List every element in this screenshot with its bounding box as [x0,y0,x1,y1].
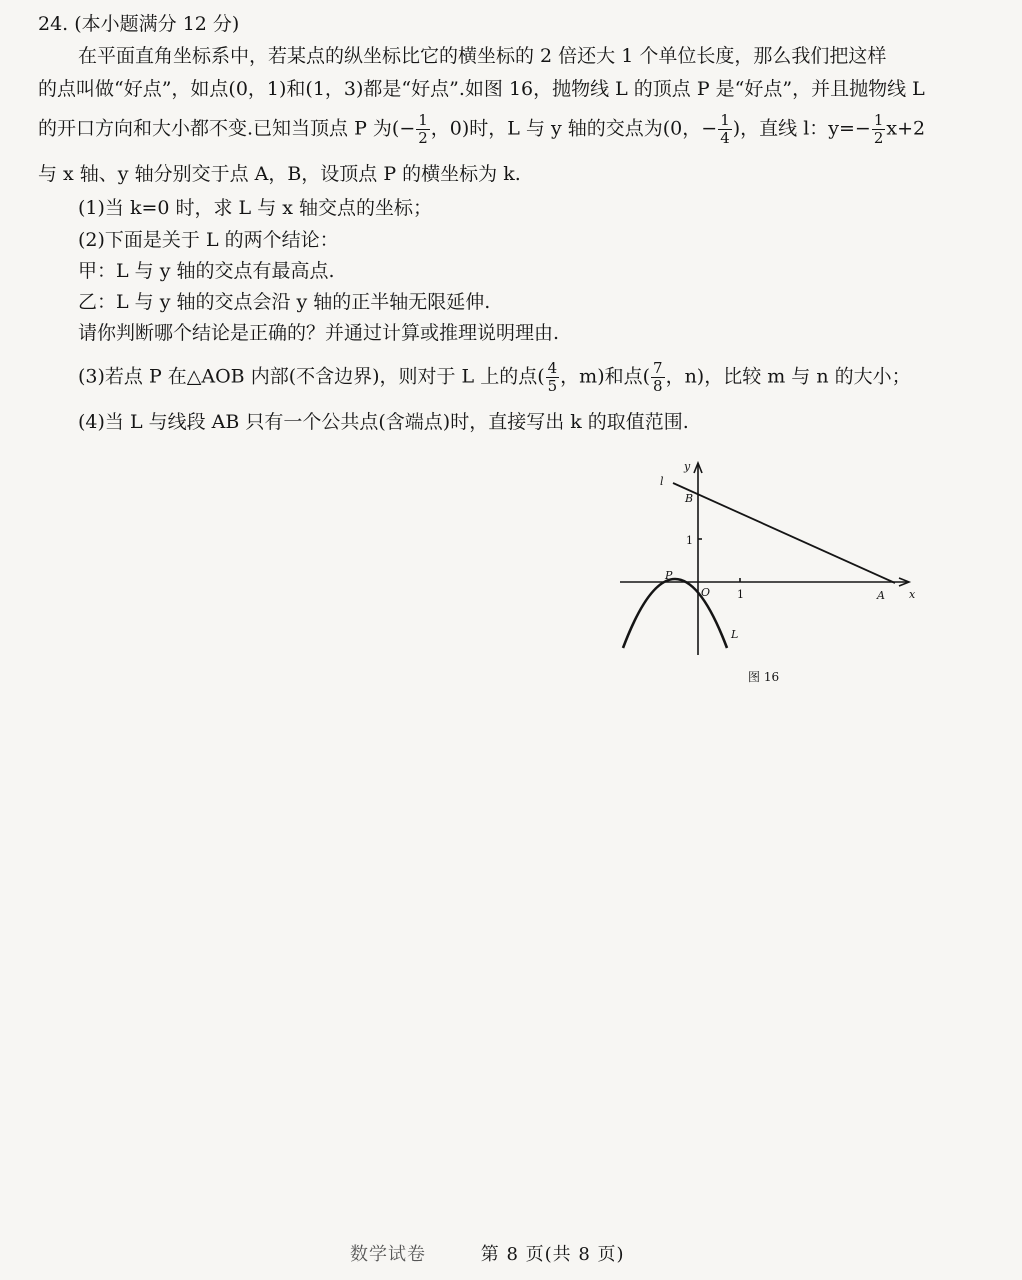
intro-line-2: 的点叫做“好点”，如点(0，1)和(1，3)都是“好点”.如图 16，抛物线 L 的顶点 P 是“好点”，并且抛物线 L [38,78,925,100]
part-4: (4)当 L 与线段 AB 只有一个公共点(含端点)时，直接写出 k 的取值范围. [78,411,689,433]
footer-subject: 数学试卷 [350,1244,426,1265]
label-y-one: 1 [686,534,693,547]
label-B: B [685,492,694,505]
judge-instruction: 请你判断哪个结论是正确的？并通过计算或推理说明理由. [78,322,560,344]
fraction-quarter: $\frac{1}{4}$ [720,111,730,147]
part-3a: (3)若点 P 在△AOB 内部(不含边界)，则对于 L 上的点( [78,365,545,388]
fraction-half: $\frac{1}{2}$ [418,111,428,147]
problem-number: 24. [38,13,69,35]
statement-yi: 乙：L 与 y 轴的交点会沿 y 轴的正半轴无限延伸. [78,291,491,313]
label-O: O [701,586,711,599]
part-3b: ，m)和点( [560,365,651,388]
intro-line-3 [38,112,925,147]
fraction-slope: $\frac{1}{2}$ [873,111,884,147]
line-l [673,483,895,583]
part-3 [78,360,911,395]
label-y: y [684,460,691,473]
part-3c: ，n)，比较 m 与 n 的大小； [665,365,911,388]
label-parabola-L: L [731,628,739,641]
part-1: (1)当 k=0 时，求 L 与 x 轴交点的坐标； [78,197,433,219]
score-note: (本小题满分 12 分) [74,13,240,35]
label-x: x [909,588,916,601]
intro-line-3b: ，0)时，L 与 y 轴的交点为(0，− [430,117,718,140]
label-line-l: l [660,475,664,488]
fraction-seven-eighths: $\frac{7}{8}$ [653,359,663,395]
label-A: A [877,589,885,602]
intro-line-1: 在平面直角坐标系中，若某点的纵坐标比它的横坐标的 2 倍还大 1 个单位长度，那么我们把这样 [78,45,887,67]
figure-caption: 图 16 [748,670,780,684]
footer-page-number: 第 8 页(共 8 页) [480,1244,625,1265]
fraction-four-fifths: $\frac{4}{5}$ [547,359,558,395]
label-x-one: 1 [737,588,744,601]
label-P: P [665,569,673,582]
intro-line-3d: x+2 [886,117,926,140]
page-footer [350,1240,625,1266]
statement-jia: 甲：L 与 y 轴的交点有最高点. [78,260,335,282]
intro-line-3c: )，直线 l：y=− [732,117,871,140]
intro-line-4: 与 x 轴、y 轴分别交于点 A，B，设顶点 P 的横坐标为 k. [38,163,521,185]
figure-16 [615,455,925,655]
part-2: (2)下面是关于 L 的两个结论： [78,229,339,251]
intro-line-3a: 的开口方向和大小都不变.已知当顶点 P 为(− [38,117,416,140]
problem-heading [38,12,239,36]
parabola-L [623,579,727,648]
